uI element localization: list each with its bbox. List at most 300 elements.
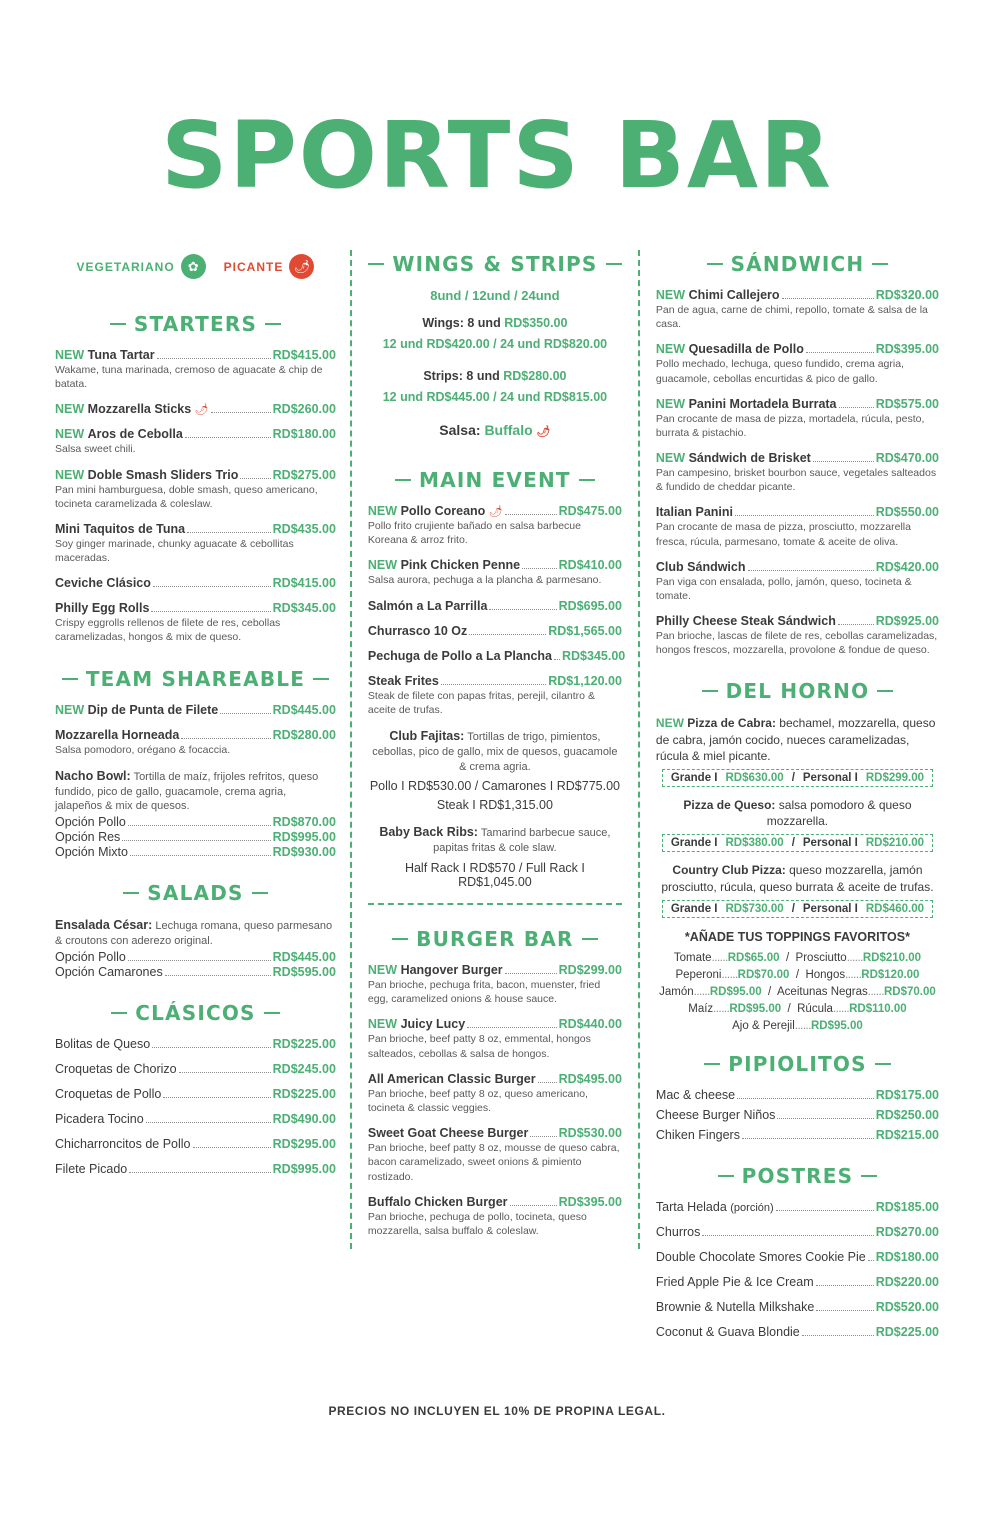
item-name: Brownie & Nutella Milkshake bbox=[655, 1299, 815, 1314]
footer-note: PRECIOS NO INCLUYEN EL 10% DE PROPINA LEGAL. bbox=[328, 1404, 666, 1418]
dot-leader bbox=[748, 570, 874, 571]
list-item bbox=[55, 576, 336, 590]
dash-right-icon bbox=[872, 263, 888, 265]
dot-leader bbox=[839, 407, 874, 408]
dot-leader bbox=[151, 611, 270, 612]
item-name: Aros de Cebolla bbox=[87, 427, 183, 442]
list-item bbox=[656, 1250, 939, 1264]
dot-leader bbox=[510, 1205, 557, 1206]
list-item bbox=[656, 1225, 939, 1239]
team-shareable-heading-label: TEAM SHAREABLE bbox=[85, 666, 306, 691]
item-name: Pizza de Queso: bbox=[683, 797, 776, 812]
postres-heading-label: POSTRES bbox=[741, 1163, 854, 1188]
option-price: RD$595.00 bbox=[272, 965, 336, 979]
item-name: Juicy Lucy bbox=[400, 1017, 466, 1032]
item-name: Coconut & Guava Blondie bbox=[655, 1324, 800, 1339]
dot-leader bbox=[816, 1285, 874, 1286]
item-name: Philly Egg Rolls bbox=[55, 601, 150, 616]
strips-bulk-prices: 12 und RD$445.00 / 24 und RD$815.00 bbox=[382, 389, 608, 404]
item-price: RD$575.00 bbox=[875, 396, 939, 411]
topping-price: RD$70.00 bbox=[737, 968, 790, 981]
item-description: salsa pomodoro & queso mozzarella. bbox=[766, 797, 912, 829]
item-name: Bolitas de Queso bbox=[55, 1037, 151, 1051]
section-heading-postres bbox=[656, 1164, 939, 1188]
item-price: RD$280.00 bbox=[272, 727, 336, 742]
item-price: RD$275.00 bbox=[272, 467, 336, 482]
dash-left-icon bbox=[704, 1063, 720, 1065]
topping-price: RD$65.00 bbox=[727, 951, 780, 964]
dash-right-icon bbox=[877, 690, 893, 692]
item-name: Picadera Tocino bbox=[55, 1112, 144, 1126]
salads-heading-label: SALADS bbox=[147, 881, 244, 906]
dot-leader bbox=[735, 515, 874, 516]
item-description: queso mozzarella, jamón prosciutto, rúcula, queso burrata & aceite de trufas. bbox=[661, 863, 934, 894]
dash-left-icon bbox=[395, 479, 411, 481]
item-name: Pizza de Cabra: bbox=[687, 716, 776, 731]
item-price: RD$475.00 bbox=[558, 504, 622, 518]
wings-bulk-prices: 12 und RD$420.00 / 24 und RD$820.00 bbox=[382, 337, 608, 352]
item-price: RD$299.00 bbox=[558, 963, 622, 978]
list-item bbox=[656, 1088, 939, 1102]
topping-name: Peperoni bbox=[675, 968, 722, 981]
personal-price: RD$460.00 bbox=[865, 902, 925, 915]
dash-right-icon bbox=[264, 1012, 280, 1014]
dash-left-icon bbox=[392, 938, 408, 940]
item-price: RD$490.00 bbox=[272, 1112, 336, 1126]
toppings-title: *AÑADE TUS TOPPINGS FAVORITOS* bbox=[684, 929, 910, 944]
chili-icon: 🌶 bbox=[194, 404, 209, 417]
list-item bbox=[368, 624, 622, 638]
dash-right-icon bbox=[606, 263, 622, 265]
item-description: Pan brioche, pechuga frita, bacon, muenster, fried egg, caramelized onions & house sauce. bbox=[367, 979, 601, 1006]
dot-leader bbox=[522, 568, 557, 569]
item-name: Pollo Coreano bbox=[400, 504, 486, 518]
chili-icon: 🌶 bbox=[536, 426, 551, 438]
item-price: RD$185.00 bbox=[875, 1199, 939, 1214]
item-name: Chimi Callejero bbox=[688, 288, 780, 302]
dot-leader bbox=[806, 352, 874, 353]
topping-row: Peperoni......RD$70.00 / Hongos......RD$120.00 bbox=[675, 968, 920, 981]
item-description: Salsa sweet chili. bbox=[55, 443, 136, 456]
legend-veg-label: VEGETARIANO bbox=[76, 259, 175, 274]
item-description: Soy ginger marinade, chunky aguacate & cebollitas maceradas. bbox=[55, 537, 294, 565]
item-name: Club Sándwich bbox=[655, 559, 746, 574]
dot-leader bbox=[838, 624, 874, 625]
item-price: RD$470.00 bbox=[875, 451, 939, 466]
list-item bbox=[656, 288, 939, 331]
item-price: RD$995.00 bbox=[272, 1162, 336, 1176]
list-item bbox=[656, 560, 939, 603]
item-description: Tortillas de trigo, pimientos, cebollas, pico de gallo, mix de quesos, guacamole & crema agria. bbox=[372, 730, 618, 773]
list-item bbox=[368, 599, 622, 613]
dot-leader bbox=[163, 1097, 270, 1098]
topping-price: RD$210.00 bbox=[862, 951, 922, 964]
leaf-icon: ✿ bbox=[181, 254, 206, 279]
item-price: RD$320.00 bbox=[875, 288, 939, 302]
item-name: Buffalo Chicken Burger bbox=[367, 1194, 508, 1209]
item-price: RD$345.00 bbox=[272, 601, 336, 616]
section-heading-salads bbox=[55, 881, 336, 905]
price-box bbox=[662, 900, 933, 918]
item-price: RD$410.00 bbox=[558, 558, 622, 573]
list-item bbox=[55, 522, 336, 565]
item-price: RD$225.00 bbox=[875, 1324, 939, 1339]
new-tag: NEW bbox=[367, 558, 398, 573]
topping-name: Rúcula bbox=[797, 1002, 833, 1015]
item-description: Crispy eggrolls rellenos de filete de res, cebollas caramelizadas, hongos & mix de queso. bbox=[55, 617, 281, 644]
nacho-bowl bbox=[55, 768, 336, 860]
item-name: Pink Chicken Penne bbox=[400, 558, 521, 573]
del-horno-heading-label: DEL HORNO bbox=[725, 679, 870, 704]
dot-leader bbox=[554, 659, 560, 660]
item-price: RD$415.00 bbox=[272, 348, 336, 362]
list-item bbox=[656, 1275, 939, 1289]
main-event-heading-label: MAIN EVENT bbox=[419, 468, 571, 492]
item-price: RD$530.00 bbox=[558, 1126, 622, 1141]
item-description: Pan campesino, brisket bourbon sauce, vegetales salteados & fundido de cheddar picante. bbox=[655, 467, 937, 494]
dash-right-icon bbox=[265, 323, 281, 325]
list-item bbox=[55, 427, 336, 456]
strips-price: RD$280.00 bbox=[503, 368, 567, 383]
section-heading-sandwich bbox=[656, 252, 939, 276]
list-item bbox=[368, 674, 622, 717]
sandwich-heading-label: SÁNDWICH bbox=[730, 252, 865, 276]
item-name: Mac & cheese bbox=[655, 1087, 736, 1102]
item-name: Dip de Punta de Filete bbox=[87, 702, 219, 717]
new-tag: NEW bbox=[367, 504, 398, 518]
item-name: All American Classic Burger bbox=[367, 1071, 536, 1086]
dot-leader bbox=[505, 514, 557, 515]
new-tag: NEW bbox=[655, 396, 686, 411]
list-item bbox=[656, 505, 939, 548]
dot-leader bbox=[129, 1172, 270, 1173]
topping-name: Jamón bbox=[659, 985, 694, 998]
price-box bbox=[662, 769, 933, 787]
strips-qty: 8 und bbox=[466, 368, 500, 383]
list-item bbox=[656, 397, 939, 440]
item-name: Croquetas de Pollo bbox=[55, 1087, 162, 1101]
menu-columns bbox=[55, 250, 939, 1350]
list-item bbox=[368, 1017, 622, 1060]
dash-left-icon bbox=[123, 892, 139, 894]
item-price: RD$495.00 bbox=[558, 1071, 622, 1086]
personal-label: Personal I bbox=[802, 771, 858, 784]
list-item bbox=[55, 601, 336, 644]
item-price: RD$245.00 bbox=[272, 1062, 336, 1076]
personal-price: RD$299.00 bbox=[865, 771, 925, 784]
item-price: RD$395.00 bbox=[875, 342, 939, 357]
topping-row: Jamón......RD$95.00 / Aceitunas Negras......RD$70.00 bbox=[659, 985, 936, 998]
item-description: Pan crocante de masa de pizza, mortadela, rúcula, pesto, burrata & pistachio. bbox=[655, 412, 925, 439]
item-name: Ensalada César: bbox=[55, 918, 153, 933]
option-price: RD$870.00 bbox=[272, 815, 336, 830]
dash-left-icon bbox=[111, 1012, 127, 1014]
list-item bbox=[55, 1062, 336, 1076]
new-tag: NEW bbox=[655, 716, 684, 731]
new-tag: NEW bbox=[655, 342, 686, 357]
list-item bbox=[55, 1162, 336, 1176]
item-price: RD$550.00 bbox=[875, 505, 939, 520]
dot-leader bbox=[130, 855, 271, 856]
item-price: RD$220.00 bbox=[875, 1274, 939, 1289]
topping-price: RD$95.00 bbox=[810, 1019, 863, 1032]
topping-name: Hongos bbox=[805, 968, 846, 981]
option-name: Opción Mixto bbox=[55, 845, 128, 860]
item-description: Pan brioche, beef patty 8 oz, mousse de queso cabra, bacon caramelizado, sweet onions & pimiento rostizado. bbox=[367, 1142, 620, 1183]
item-name: Salmón a La Parrilla bbox=[367, 598, 488, 613]
list-item bbox=[55, 348, 336, 391]
grande-price: RD$630.00 bbox=[725, 771, 784, 784]
burger-bar-heading-label: BURGER BAR bbox=[416, 927, 574, 952]
item-name: Chiken Fingers bbox=[655, 1127, 740, 1142]
grande-price: RD$380.00 bbox=[725, 837, 784, 850]
item-name: Quesadilla de Pollo bbox=[688, 342, 804, 357]
dot-leader bbox=[181, 738, 270, 739]
item-description: Tamarind barbecue sauce, papitas fritas & cole slaw. bbox=[433, 827, 611, 855]
item-description: Pan mini hamburguesa, doble smash, queso americano, tocineta caramelizada & coleslaw. bbox=[55, 483, 318, 510]
item-description: Salsa aurora, pechuga a la plancha & parmesano. bbox=[367, 574, 602, 587]
dash-left-icon bbox=[718, 1175, 734, 1177]
list-item bbox=[368, 1195, 622, 1238]
option-price: RD$995.00 bbox=[272, 830, 336, 845]
item-name: Croquetas de Chorizo bbox=[55, 1062, 177, 1076]
dot-leader bbox=[737, 1098, 874, 1099]
topping-name: Prosciutto bbox=[795, 951, 847, 964]
personal-label: Personal I bbox=[802, 837, 858, 850]
item-price: RD$250.00 bbox=[875, 1107, 939, 1122]
grande-price: RD$730.00 bbox=[725, 902, 784, 915]
dot-leader bbox=[441, 684, 546, 685]
wings-heading-label: WINGS & STRIPS bbox=[392, 252, 598, 276]
item-name: Philly Cheese Steak Sándwich bbox=[655, 614, 836, 629]
new-tag: NEW bbox=[655, 288, 686, 302]
dot-leader bbox=[122, 840, 270, 841]
right-column bbox=[640, 250, 939, 1350]
dot-leader bbox=[813, 461, 874, 462]
item-name: Italian Panini bbox=[655, 505, 734, 520]
salsa-value: Buffalo bbox=[484, 422, 533, 438]
salsa-line bbox=[368, 422, 622, 438]
item-name: Sweet Goat Cheese Burger bbox=[367, 1126, 529, 1141]
dot-leader bbox=[538, 1082, 557, 1083]
item-price: RD$445.00 bbox=[272, 702, 336, 717]
dash-right-icon bbox=[582, 938, 598, 940]
left-column bbox=[55, 250, 350, 1187]
item-price: RD$925.00 bbox=[875, 614, 939, 629]
topping-name: Aceitunas Negras bbox=[777, 985, 868, 998]
option-price: RD$930.00 bbox=[272, 845, 336, 860]
dot-leader bbox=[802, 1335, 874, 1336]
item-name: Chicharroncitos de Pollo bbox=[55, 1137, 191, 1151]
dash-right-icon bbox=[875, 1063, 891, 1065]
topping-price: RD$95.00 bbox=[729, 1002, 782, 1015]
item-description: Pan brioche, pechuga de pollo, tocineta, queso mozzarella, salsa buffalo & coleslaw. bbox=[367, 1210, 587, 1237]
topping-price: RD$110.00 bbox=[849, 1002, 907, 1015]
dot-leader bbox=[157, 358, 271, 359]
item-price: RD$175.00 bbox=[875, 1087, 939, 1102]
option-name: Opción Pollo bbox=[55, 815, 126, 830]
chili-icon: 🌶 bbox=[289, 254, 314, 279]
ensalada-cesar bbox=[55, 917, 336, 979]
list-item bbox=[55, 1137, 336, 1151]
item-price: RD$225.00 bbox=[272, 1087, 336, 1101]
dash-left-icon bbox=[62, 678, 78, 680]
separator: / bbox=[791, 837, 795, 850]
item-description: Pan viga con ensalada, pollo, jamón, queso, tocineta & tomate. bbox=[655, 575, 912, 602]
option-price: RD$445.00 bbox=[272, 950, 336, 964]
item-price: RD$1,565.00 bbox=[548, 623, 622, 638]
list-item bbox=[656, 715, 939, 787]
middle-column bbox=[350, 250, 640, 1249]
section-heading-wings bbox=[368, 252, 622, 276]
option-name: Opción Camarones bbox=[55, 965, 163, 979]
list-item bbox=[656, 451, 939, 494]
list-item bbox=[55, 703, 336, 717]
section-heading-clasicos bbox=[55, 1001, 336, 1025]
list-item bbox=[656, 1300, 939, 1314]
item-name: Cheese Burger Niños bbox=[655, 1107, 776, 1122]
price-box bbox=[662, 834, 933, 852]
ribs-price-line: Half Rack I RD$570 / Full Rack I RD$1,045.00 bbox=[404, 861, 585, 890]
item-description: Pan brioche, lascas de filete de res, cebollas caramelizadas, hongos frescos, mozzarella, provolone & fondue de queso. bbox=[655, 630, 938, 657]
fajitas-price-line-1: Pollo I RD$530.00 / Camarones I RD$775.00 bbox=[369, 779, 620, 794]
new-tag: NEW bbox=[55, 467, 85, 482]
dot-leader bbox=[469, 634, 546, 635]
item-name: Pechuga de Pollo a La Plancha bbox=[367, 648, 552, 663]
new-tag: NEW bbox=[55, 402, 85, 417]
topping-row: Ajo & Perejil......RD$95.00 bbox=[732, 1019, 863, 1032]
new-tag: NEW bbox=[55, 702, 85, 717]
dot-leader bbox=[489, 609, 556, 610]
topping-price: RD$120.00 bbox=[861, 968, 920, 981]
dot-leader bbox=[220, 713, 270, 714]
item-description: Pollo frito crujiente bañado en salsa barbecue Koreana & arroz frito. bbox=[367, 520, 581, 547]
strips-label: Strips: bbox=[423, 368, 463, 383]
item-price: RD$435.00 bbox=[272, 521, 336, 536]
list-item bbox=[367, 648, 626, 663]
item-description: Pan de agua, carne de chimi, repollo, tomate & salsa de la casa. bbox=[655, 304, 928, 331]
item-price: RD$440.00 bbox=[558, 1017, 622, 1032]
list-item bbox=[368, 558, 622, 587]
dot-leader bbox=[702, 1235, 873, 1236]
list-item bbox=[656, 1200, 939, 1214]
item-description: Lechuga romana, queso parmesano & croutons con aderezo original. bbox=[55, 920, 333, 948]
new-tag: NEW bbox=[367, 963, 398, 978]
item-description: Salsa pomodoro, orégano & focaccia. bbox=[55, 743, 231, 756]
dash-left-icon bbox=[110, 323, 126, 325]
new-tag: NEW bbox=[655, 451, 686, 466]
list-item bbox=[656, 614, 939, 657]
topping-price: RD$95.00 bbox=[709, 985, 762, 998]
option-name: Opción Pollo bbox=[55, 950, 126, 964]
topping-name: Maíz bbox=[688, 1002, 714, 1015]
item-price: RD$180.00 bbox=[875, 1249, 939, 1264]
item-price: RD$260.00 bbox=[272, 402, 336, 417]
topping-row: Tomate......RD$65.00 / Prosciutto......RD$210.00 bbox=[673, 951, 922, 964]
item-price: RD$180.00 bbox=[272, 427, 336, 442]
item-price: RD$420.00 bbox=[875, 559, 939, 574]
wings-qty: 8 und bbox=[467, 316, 501, 330]
dot-leader bbox=[505, 973, 557, 974]
item-description: Pollo mechado, lechuga, queso fundido, crema agria, guacamole, cebollas encurtidas & pico de gallo. bbox=[655, 358, 904, 385]
dot-leader bbox=[193, 1147, 271, 1148]
clasicos-heading-label: CLÁSICOS bbox=[135, 1001, 256, 1025]
dot-leader bbox=[128, 825, 271, 826]
list-item bbox=[656, 342, 939, 385]
section-heading-starters bbox=[55, 312, 336, 336]
item-name: Churros bbox=[655, 1224, 701, 1239]
list-item bbox=[656, 1325, 939, 1339]
dot-leader bbox=[153, 586, 271, 587]
item-description: Pan brioche, beef patty 8 oz, queso americano, tocineta & classic veggies. bbox=[367, 1087, 588, 1114]
list-item bbox=[368, 1126, 622, 1184]
list-item bbox=[368, 1072, 622, 1115]
item-description: bechamel, mozzarella, queso de cabra, jamón cocido, nueces caramelizadas, rúcula & miel picante. bbox=[655, 716, 936, 763]
item-price: RD$345.00 bbox=[562, 648, 626, 663]
list-item bbox=[55, 728, 336, 757]
item-name: Tarta Helada bbox=[655, 1199, 727, 1214]
item-price: RD$270.00 bbox=[875, 1224, 939, 1239]
grande-label: Grande I bbox=[670, 771, 718, 784]
strips-prices bbox=[368, 366, 622, 409]
divider bbox=[368, 903, 622, 905]
dot-leader bbox=[777, 1118, 873, 1119]
item-name: Tuna Tartar bbox=[87, 348, 155, 362]
topping-name: Tomate bbox=[673, 951, 712, 964]
grande-label: Grande I bbox=[670, 902, 718, 915]
list-item bbox=[55, 402, 336, 416]
list-item bbox=[55, 1037, 336, 1051]
item-name: Doble Smash Sliders Trio bbox=[87, 467, 239, 482]
list-item bbox=[656, 862, 939, 917]
chili-icon: 🌶 bbox=[488, 506, 503, 518]
item-name: Mini Taquitos de Tuna bbox=[55, 521, 186, 536]
item-price: RD$225.00 bbox=[272, 1037, 336, 1051]
item-name: Country Club Pizza: bbox=[672, 863, 786, 878]
item-name: Double Chocolate Smores Cookie Pie bbox=[655, 1249, 866, 1264]
personal-label: Personal I bbox=[802, 902, 858, 915]
item-price: RD$295.00 bbox=[272, 1137, 336, 1151]
new-tag: NEW bbox=[55, 348, 85, 362]
list-item bbox=[55, 468, 336, 511]
item-name: Ceviche Clásico bbox=[55, 576, 151, 591]
legend-pic-label: PICANTE bbox=[223, 259, 284, 274]
topping-name: Ajo & Perejil bbox=[732, 1019, 795, 1032]
item-description: Pan brioche, beef patty 8 oz, emmental, hongos salteados, cebollas & salsa de hongos. bbox=[367, 1033, 591, 1060]
dash-left-icon bbox=[707, 263, 723, 265]
list-item bbox=[656, 1128, 939, 1142]
item-name: Hangover Burger bbox=[400, 963, 503, 978]
item-price: RD$520.00 bbox=[875, 1299, 939, 1314]
item-name: Mozzarella Horneada bbox=[55, 727, 180, 742]
topping-row: Maíz......RD$95.00 / Rúcula......RD$110.00 bbox=[688, 1002, 907, 1015]
list-item bbox=[55, 1087, 336, 1101]
dot-leader bbox=[211, 412, 271, 413]
item-description: Pan crocante de masa de pizza, prosciutto, mozzarella fresca, rúcula, parmesano, tomate & aceite de oliva. bbox=[655, 521, 911, 548]
dash-right-icon bbox=[579, 479, 595, 481]
dot-leader bbox=[165, 975, 271, 976]
salsa-label: Salsa: bbox=[439, 422, 481, 438]
wings-prices bbox=[368, 313, 622, 356]
list-item bbox=[656, 797, 939, 852]
option-name: Opción Res bbox=[55, 830, 121, 845]
section-heading-main-event bbox=[368, 468, 622, 492]
new-tag: NEW bbox=[367, 1017, 398, 1032]
dot-leader bbox=[185, 437, 271, 438]
new-tag: NEW bbox=[55, 427, 85, 442]
list-item bbox=[368, 504, 622, 547]
item-price: RD$395.00 bbox=[558, 1194, 622, 1209]
